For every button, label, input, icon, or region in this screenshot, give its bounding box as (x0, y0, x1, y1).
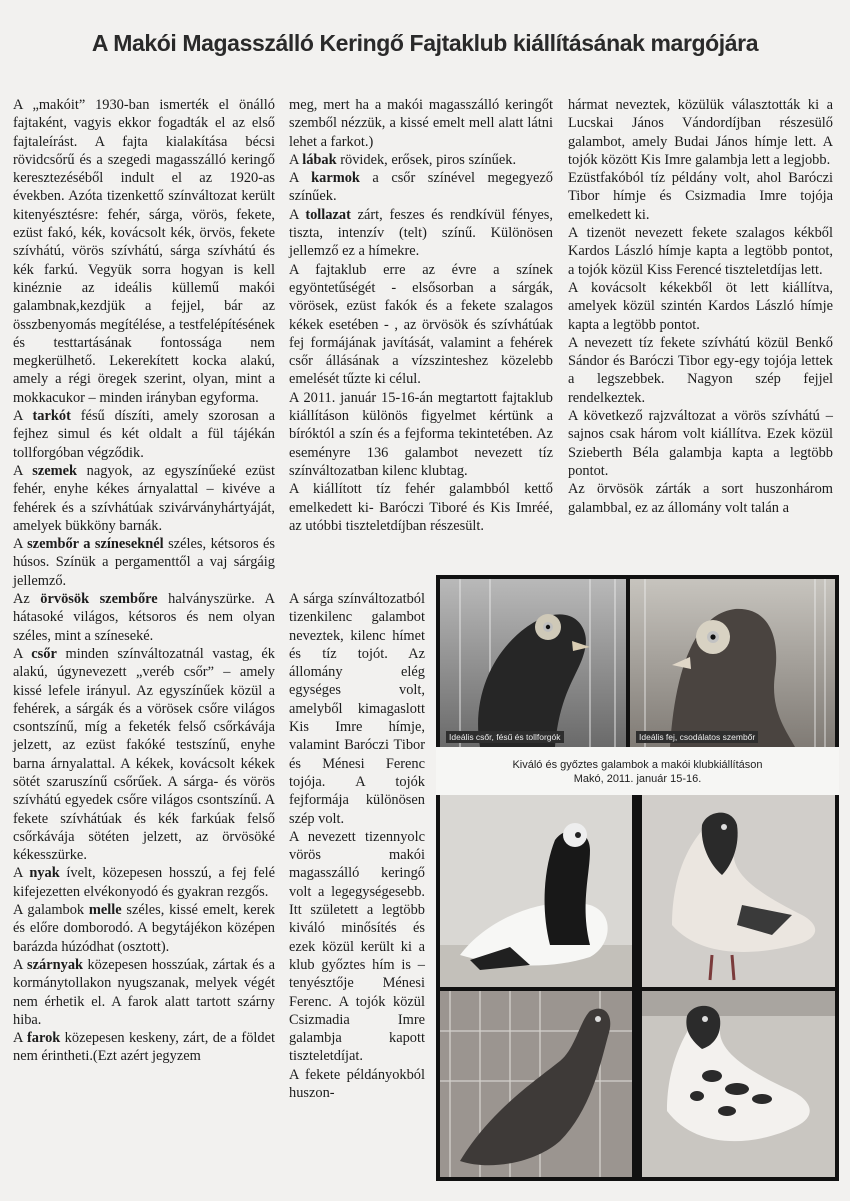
bold-term: karmok (311, 170, 360, 187)
paragraph: A fekete példányokból huszon- (289, 1066, 425, 1102)
paragraph: A kovácsolt kékekből öt lett kiállítva, amelyek közül szintén Kardos László hímje kapta a legtöbb pontot. (568, 279, 833, 333)
paragraph: A tizenöt nevezett fekete szalagos kékből Kardos László hímje kapta a legtöbb pontot, a tojók közül Kiss Ferencé tiszteletdíjas lett. (568, 225, 833, 278)
paragraph: A nevezett tíz fekete szívhátú közül Benkő Sándor és Baróczi Tibor egy-egy tojója lettek a legszebbek. Nagyon szép fejjel rendelkeztek. (568, 334, 833, 406)
paragraph: A kiállított tíz fehér galambból kettő emelkedett ki- Baróczi Tiboré és Kis Imréé, az utóbbi tiszteletdíjban részesült. (289, 481, 553, 534)
photo-caption-2: Ideális fej, csodálatos szembőr (636, 731, 758, 743)
paragraph: A nevezett tizennyolc vörös makói magasszálló keringő volt a legegységesebb. Itt született a legtöbb kiváló minősítés és ezek közül került ki a klub győztes hím is – tenyésztője Ménesi Ferenc. A tojók közül Csizmadia Imre galambja kapott tiszteletdíjat. (289, 828, 425, 1065)
article-title: A Makói Magasszálló Keringő Fajtaklub kiállításának margójára (91, 30, 759, 56)
bold-term: örvösök szembőre (40, 591, 158, 608)
photo-dark-pigeon-cage (440, 991, 632, 1177)
bold-term: szembőr a színeseknél (27, 536, 164, 553)
column-2 (289, 96, 553, 535)
paragraph: meg, mert ha a makói magasszálló keringőt szemből nézzük, a kissé emelt mell alatt látni lehet a farkot.) (289, 97, 553, 150)
paragraph: A szembőr a színeseknél széles, kétsoros és húsos. Színük a pergamenttől a vaj sárgáig jellemző. (13, 536, 275, 589)
paragraph: hármat neveztek, közülük választották ki a Lucskai János Vándordíjban részesülő galambot, amely Budai János hímje lett. A tojók között Kis Imre galambja lett a legjobb. (568, 97, 833, 168)
bold-term: nyak (29, 865, 60, 882)
paragraph: Az örvösök zárták a sort huszonhárom galambbal, ez az állomány volt talán a (568, 481, 833, 516)
photo-mottled-pigeon (642, 991, 835, 1177)
photo-white-pigeon (440, 795, 632, 987)
paragraph: A farok közepesen keskeny, zárt, de a földet nem érintheti.(Ezt azért jegyzem (13, 1030, 275, 1065)
photo-pigeon-head-left (440, 579, 626, 747)
photo-black-hooded-pigeon (642, 795, 835, 987)
paragraph: A tarkót fésű díszíti, amely szorosan a fejhez simul és két oldalt a fül tájékán tollforgóban végződik. (13, 408, 275, 461)
paragraph: A fajtaklub erre az évre a színek egyöntetűségét - elsősorban a sárgák, vörösek, ezüst fakók és a fekete szalagos kékek esetében - , az örvösök és szívhátúak fej formájának javítását, valamint a fehérek csőr állásának a vízszinteshez közelebb emelését tűzte ki célul. (289, 261, 553, 388)
photo-main-caption (436, 747, 839, 795)
bold-term: csőr (31, 645, 57, 662)
paragraph: A csőr minden színváltozatnál vastag, ék alakú, úgynevezett „veréb csőr” – amely kissé lefele irányul. Az egyszínűek közül a fehérek, a sárgák és a vörösek csőre világos csontszínű, míg a feketék felső csőrkávája jelzett, az ezüst fakóké testszínű, enyhe barna árnyalattal. A kékek, kovácsolt kékek sötét szaruszínű csőrűek. A sárga- és vörös szívhátú egyedek csőre világos csontszínű. A fekete szívhátúak és kék farkúak felső csőrkávája sötéten jelzett, az örvösöké kékesszürke. (13, 645, 275, 864)
bold-term: melle (88, 902, 122, 919)
paragraph: A szemek nagyok, az egyszínűeké ezüst fehér, enyhe kékes árnyalattal – kivéve a fehérek és a szívhátúak szivárványhártyáját, amelyek bükköny barnák. (13, 462, 275, 534)
photo-main-caption-line-2: Makó, 2011. január 15-16. (573, 773, 702, 785)
paragraph: Ezüstfakóból tíz példány volt, ahol Baróczi Tibor hímje és Csizmadia Imre tojója emelkedett ki. (568, 170, 833, 223)
paragraph: A lábak rövidek, erősek, piros színűek. (289, 151, 517, 168)
paragraph: A tollazat zárt, feszes és rendkívül fényes, tiszta, intenzív (telt) színű. Különösen jellemző ez a hímekre. (289, 206, 553, 260)
paragraph: A karmok a csőr színével megegyező színűek. (289, 170, 553, 205)
paragraph: A nyak ívelt, közepesen hosszú, a fej felé kifejezetten elvékonyodó és gyakran rezgős. (13, 865, 275, 900)
bold-term: farok (26, 1030, 61, 1047)
bold-term: tollazat (305, 206, 351, 223)
paragraph: A sárga színváltozatból tizenkilenc galambot neveztek, kilenc hímet és tíz tojót. Az állomány elég egységes volt, amelyből kimagaslott Kis Imre hímje, valamint Baróczi Tibor és Ménesi Ferenc tojója. A tojók fejformája különösen szép volt. (289, 591, 425, 827)
photo-pigeon-head-right (630, 579, 835, 747)
column-1 (13, 96, 275, 1066)
column-3 (568, 96, 833, 517)
photo-main-caption-line-1: Kiváló és győztes galambok a makói klubkiállításon (512, 759, 763, 771)
bold-term: lábak (302, 151, 337, 168)
paragraph: A szárnyak közepesen hosszúak, zártak és a kormánytollakon nyugszanak, melyek végét nem érhetik el. A farok alatt tartott szárny hiba. (13, 956, 276, 1028)
bold-term: szárnyak (27, 956, 84, 973)
paragraph: A következő rajzváltozat a vörös szívhátú – sajnos csak három volt kiállítva. Ezek közül Szieberth Béla galambja kapta a legtöbb pontot. (568, 408, 833, 479)
paragraph: A „makóit” 1930-ban ismerték el önálló fajtaként, vagyis ekkor fogadták el az első fajtaleírást. A fajta kialakítása bécsi rövidcsőrű és a szegedi magasszálló keringő keresztezéséből indult el az 1920-as években. Azóta tizenkettő színváltozat került kitenyésztésre: fehér, sárga, vörös, fekete, ezüst fakó, kék, kovácsolt kék, örvös, fekete szívhátú, vörös szívhátú, sárga szívhátú és kék farkú. Vegyük sorra hogyan is kell kinéznie az ideális küllemű makói galambnak,kezdjük a fejjel, bár az összbenyomás megítélése, a testfelépítésének és testtartásának fontossága nem megkerülhető. Lekerekített kocka alakú, amely a régi öregek szerint, olyan, mint a mokkacukor – minden irányban egyforma. (13, 97, 275, 406)
paragraph: A galambok melle széles, kissé emelt, kerek és előre domborodó. A begytájékon középen barázda húzódhat (osztott). (13, 902, 275, 955)
paragraph: Az örvösök szembőre halványszürke. A hátasoké világos, kétsoros és nem olyan széles, mint a színeseké. (13, 591, 275, 644)
column-2-narrow (289, 590, 425, 1102)
photo-caption-1: Ideális csőr, fésű és tollforgók (446, 731, 564, 743)
paragraph: A 2011. január 15-16-án megtartott fajtaklub kiállításon különös figyelmet kértünk a bíróktól a szín és a fejforma tekintetében. Az eseményre 136 galambot nevezett tíz színváltozatban kilenc klubtag. (289, 389, 553, 479)
bold-term: szemek (32, 462, 78, 479)
bold-term: tarkót (32, 408, 71, 425)
photo-collage (436, 575, 839, 1181)
